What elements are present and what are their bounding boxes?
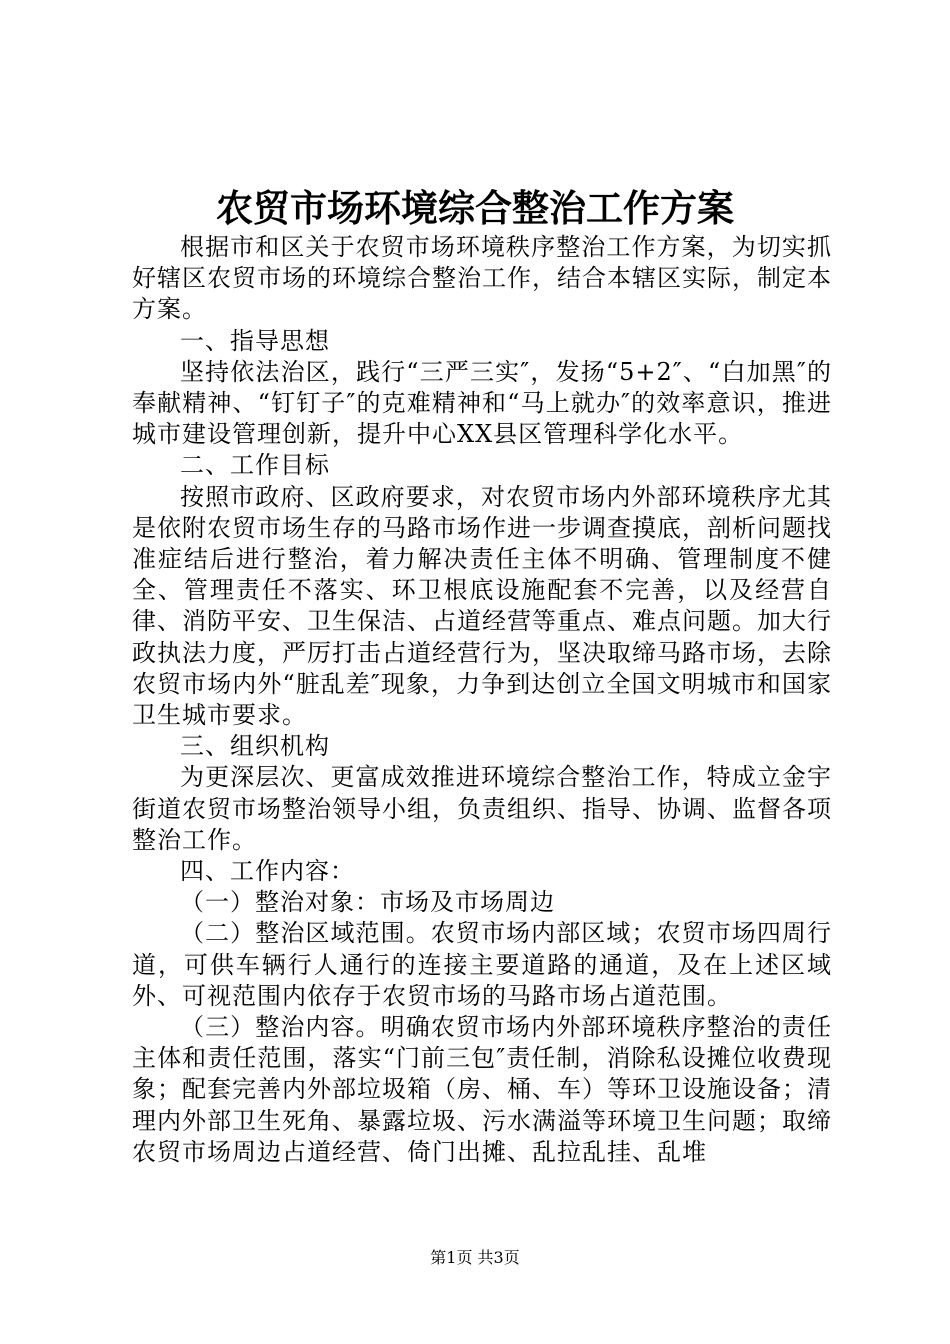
item-rectification-area: （二）整治区域范围。农贸市场内部区域；农贸市场四周行道，可供车辆行人通行的连接主要道路的通道，及在上述区域外、可视范围内依存于农贸市场的马路市场占道范围。 xyxy=(132,919,832,1010)
document-title: 农贸市场环境综合整治工作方案 xyxy=(216,186,734,230)
document-body xyxy=(132,232,832,1168)
paragraph-organization: 为更深层次、更富成效推进环境综合整治工作，特成立金宇街道农贸市场整治领导小组，负责组织、指导、协调、监督各项整治工作。 xyxy=(132,763,832,854)
item-rectification-target: （一）整治对象：市场及市场周边 xyxy=(180,888,555,917)
item-rectification-content: （三）整治内容。明确农贸市场内外部环境秩序整治的责任主体和责任范围，落实“门前三包″责任制，消除私设摊位收费现象；配套完善内外部垃圾箱（房、桶、车）等环卫设施设备；清理内外部卫生死角、暴露垃圾、污水满溢等环境卫生问题；取缔农贸市场周边占道经营、倚门出摊、乱拉乱挂、乱堆 xyxy=(132,1013,832,1166)
paragraph-intro: 根据市和区关于农贸市场环境秩序整治工作方案，为切实抓好辖区农贸市场的环境综合整治工作，结合本辖区实际，制定本方案。 xyxy=(132,233,832,324)
paragraph-guiding-ideology: 坚持依法治区，践行“三严三实″，发扬“5+2″、“白加黑″的奉献精神、“钉钉子″的克难精神和“马上就办″的效率意识，推进城市建设管理创新，提升中心XX县区管理科学化水平。 xyxy=(132,357,832,449)
page-number: 第1页 共3页 xyxy=(430,1248,520,1267)
heading-organization: 三、组织机构 xyxy=(180,732,330,761)
heading-work-content: 四、工作内容： xyxy=(180,857,355,886)
paragraph-work-goals: 按照市政府、区政府要求，对农贸市场内外部环境秩序尤其是依附农贸市场生存的马路市场作进一步调查摸底，剖析问题找准症结后进行整治，着力解决责任主体不明确、管理制度不健全、管理责任不落实、环卫根底设施配套不完善，以及经营自律、消防平安、卫生保洁、占道经营等重点、难点问题。加大行政执法力度，严厉打击占道经营行为，坚决取缔马路市场，去除农贸市场内外“脏乱差″现象，力争到达创立全国文明城市和国家卫生城市要求。 xyxy=(132,482,832,730)
heading-guiding-ideology: 一、指导思想 xyxy=(180,326,330,355)
heading-work-goals: 二、工作目标 xyxy=(180,451,330,480)
